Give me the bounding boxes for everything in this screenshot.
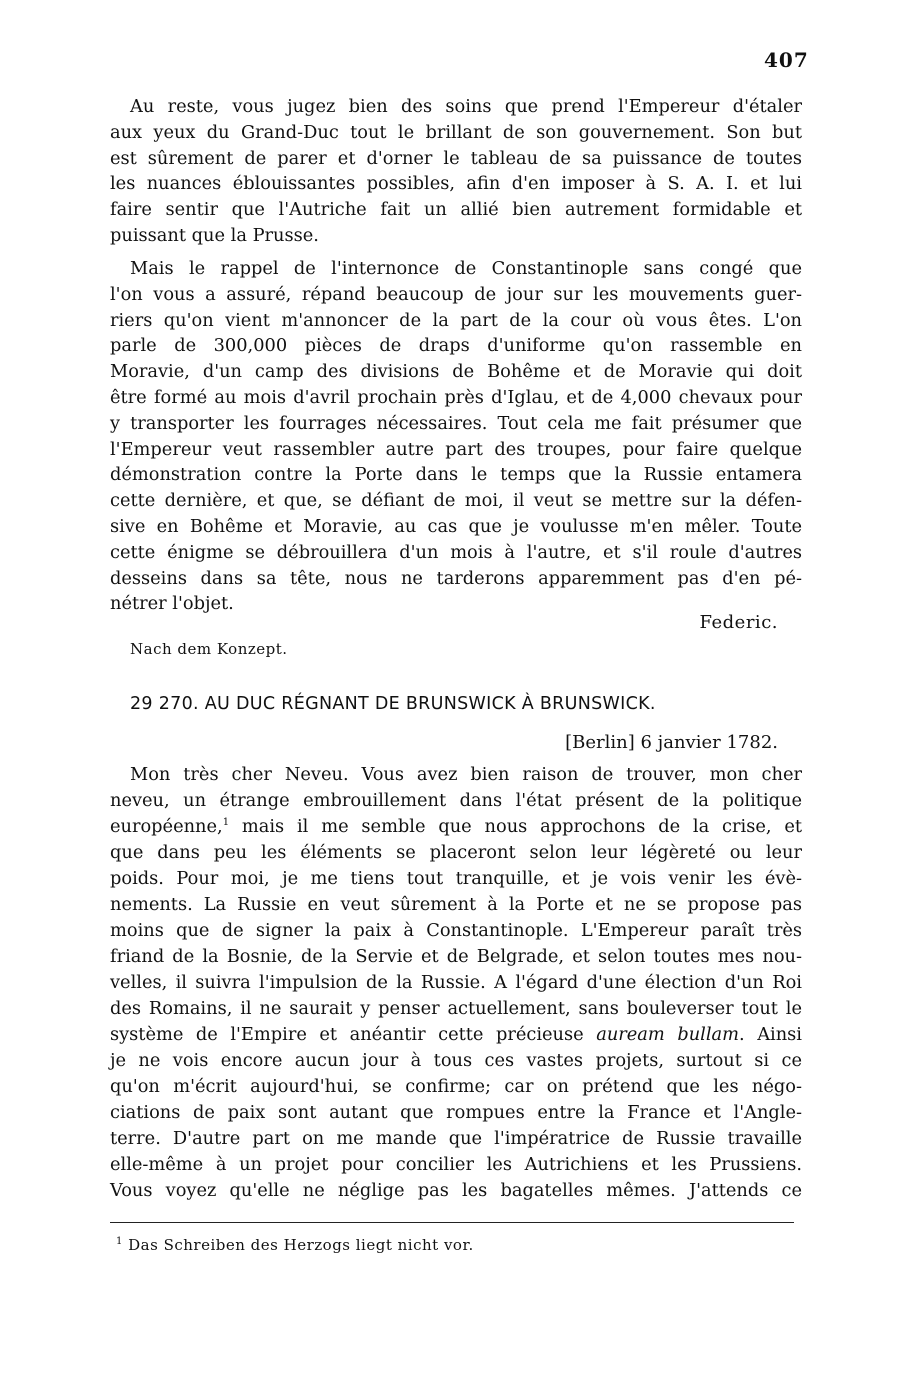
letter-date: [Berlin] 6 janvier 1782. [565,732,778,753]
paragraph-2 [110,256,802,617]
text-line [110,1022,802,1048]
text-line: Au reste, vous jugez bien des soins que prend l'Empereur d'étaler [130,96,802,117]
text-line: y transporter les fourrages nécessaires. Tout cela me fait présumer que [110,412,802,434]
text-line [110,814,802,840]
footnote-text: Das Schreiben des Herzogs liegt nicht vor. [128,1236,474,1254]
text-segment: mais il me semble que nous approchons de la crise, et [229,816,802,837]
page-number: 407 [764,48,809,72]
text-line: desseins dans sa tête, nous ne tarderons apparemment pas d'en pé- [110,567,802,589]
text-line: Mon très cher Neveu. Vous avez bien raison de trouver, mon cher [130,764,802,785]
text-line: nements. La Russie en veut sûrement à la Porte et ne se propose pas [110,894,802,915]
text-line: je ne vois encore aucun jour à tous ces vastes projets, surtout si ce [110,1050,802,1071]
text-line: neveu, un étrange embrouillement dans l'état présent de la politique [110,790,802,811]
paragraph-1 [110,94,802,249]
text-segment: système de l'Empire et anéantir cette précieuse [110,1024,584,1045]
text-line: l'Empereur veut rassembler autre part des troupes, pour faire quelque [110,438,802,460]
text-line: l'on vous a assuré, répand beaucoup de jour sur les mouvements guer- [110,283,802,305]
text-line: est sûrement de parer et d'orner le tableau de sa puissance de toutes [110,147,802,169]
text-line: puissant que la Prusse. [110,224,319,246]
text-line: velles, il suivra l'impulsion de la Russie. A l'égard d'une élection d'un Roi [110,972,802,993]
text-line: ciations de paix sont autant que rompues entre la France et l'Angle- [110,1102,802,1123]
text-line: les nuances éblouissantes possibles, afin d'en imposer à S. A. I. et lui [110,173,802,195]
italic-phrase: auream bullam [596,1024,739,1045]
text-line: Mais le rappel de l'internonce de Constantinople sans congé que [130,258,802,279]
text-line: parle de 300,000 pièces de draps d'uniforme qu'on rassemble en [110,335,802,357]
text-line: qu'on m'écrit aujourd'hui, se confirme; car on prétend que les négo- [110,1076,802,1097]
text-line: être formé au mois d'avril prochain près d'Iglau, et de 4,000 chevaux pour [110,386,802,408]
text-line: démonstration contre la Porte dans le temps que la Russie entamera [110,464,802,486]
text-line: Moravie, d'un camp des divisions de Bohême et de Moravie qui doit [110,361,802,383]
text-line: faire sentir que l'Autriche fait un allié bien autrement formidable et [110,199,802,221]
footnote-divider [110,1222,794,1223]
text-line: sive en Bohême et Moravie, au cas que je voulusse m'en mêler. Toute [110,515,802,537]
footnote [116,1236,474,1254]
text-line: riers qu'on vient m'annoncer de la part de la cour où vous êtes. L'on [110,309,802,331]
text-segment: . Ainsi [739,1024,802,1045]
text-line: que dans peu les éléments se placeront selon leur légèreté ou leur [110,842,802,863]
text-line: terre. D'autre part on me mande que l'impératrice de Russie travaille [110,1128,802,1149]
text-line: elle-même à un projet pour concilier les Autrichiens et les Prussiens. [110,1154,802,1175]
source-note: Nach dem Konzept. [130,640,288,658]
text-line: friand de la Bosnie, de la Servie et de Belgrade, et selon toutes mes nou- [110,946,802,967]
text-line: cette dernière, et que, se défiant de moi, il veut se mettre sur la défen- [110,490,802,512]
letter-heading: 29 270. AU DUC RÉGNANT DE BRUNSWICK À BRUNSWICK. [130,694,656,714]
text-line: poids. Pour moi, je me tiens tout tranquille, et je vois venir les évè- [110,868,802,889]
paragraph-3 [110,762,802,1204]
text-line: moins que de signer la paix à Constantinople. L'Empereur paraît très [110,920,802,941]
footnote-marker: 1 [116,1236,123,1247]
footnote-reference: 1 [222,817,230,829]
text-line: aux yeux du Grand-Duc tout le brillant de son gouvernement. Son but [110,121,802,143]
text-line: des Romains, il ne saurait y penser actuellement, sans bouleverser tout le [110,998,802,1019]
text-line: cette énigme se débrouillera d'un mois à l'autre, et s'il roule d'autres [110,541,802,563]
text-segment: européenne, [110,816,223,837]
signature: Federic. [699,612,778,633]
text-line: Vous voyez qu'elle ne néglige pas les bagatelles mêmes. J'attends ce [110,1180,802,1201]
text-line: nétrer l'objet. [110,593,234,615]
